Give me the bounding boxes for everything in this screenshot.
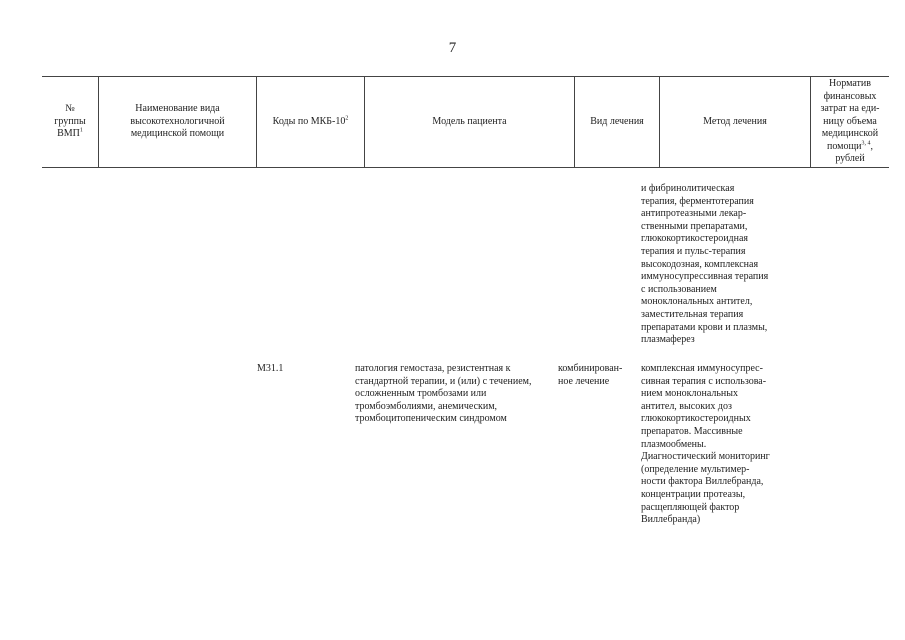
table-header-row (42, 77, 889, 168)
row1-treatment-method: и фибринолитическая терапия, ферментотерапия антипротеазными лекар- ственными препаратами, глюкокортикостероидная терапия и пульс-терапия высокодозная, комплексная иммуносупрессивная терапия с использованием моноклональных антител, заместительная терапия препаратами крови и плазмы, плазмаферез (641, 183, 769, 346)
row2-patient-model: патология гемостаза, резистентная к стандартной терапии, и (или) с течением, осложненным тромбозами или тромбоэмболиями, анемическим, тромбоцитопеническим синдромом (355, 363, 532, 425)
row2-treatment-method: комплексная иммуносупрес- сивная терапия с использова- нием моноклональных антител, высоких доз глюкокортикостероидных препаратов. Массивные плазмообмены. Диагностический мониторинг (определение мультимер- ности фактора Виллебранда, концентрации протеазы, расщепляющей фактор Виллебранда) (641, 363, 770, 526)
page-number: 7 (448, 40, 457, 56)
header-icd-codes: Коды по МКБ-$10^2$ (257, 77, 365, 168)
header-cost-norm: Норматив финансовых затрат на еди- ницу объема медицинской помощи$^{3, 4}$, рублей (811, 77, 890, 168)
header-treatment-method: Метод лечения (660, 77, 811, 168)
header-patient-model: Модель пациента (365, 77, 575, 168)
row2-treatment-kind: комбинирован- ное лечение (558, 363, 623, 387)
row2-icd-code: M31.1 (257, 363, 284, 374)
header-treatment-kind: Вид лечения (575, 77, 660, 168)
header-care-type-name: Наименование вида высокотехнологичной медицинской помощи (99, 77, 257, 168)
vmp-table (42, 76, 889, 168)
header-group-number: № группы ВМП$^1$ (42, 77, 99, 168)
